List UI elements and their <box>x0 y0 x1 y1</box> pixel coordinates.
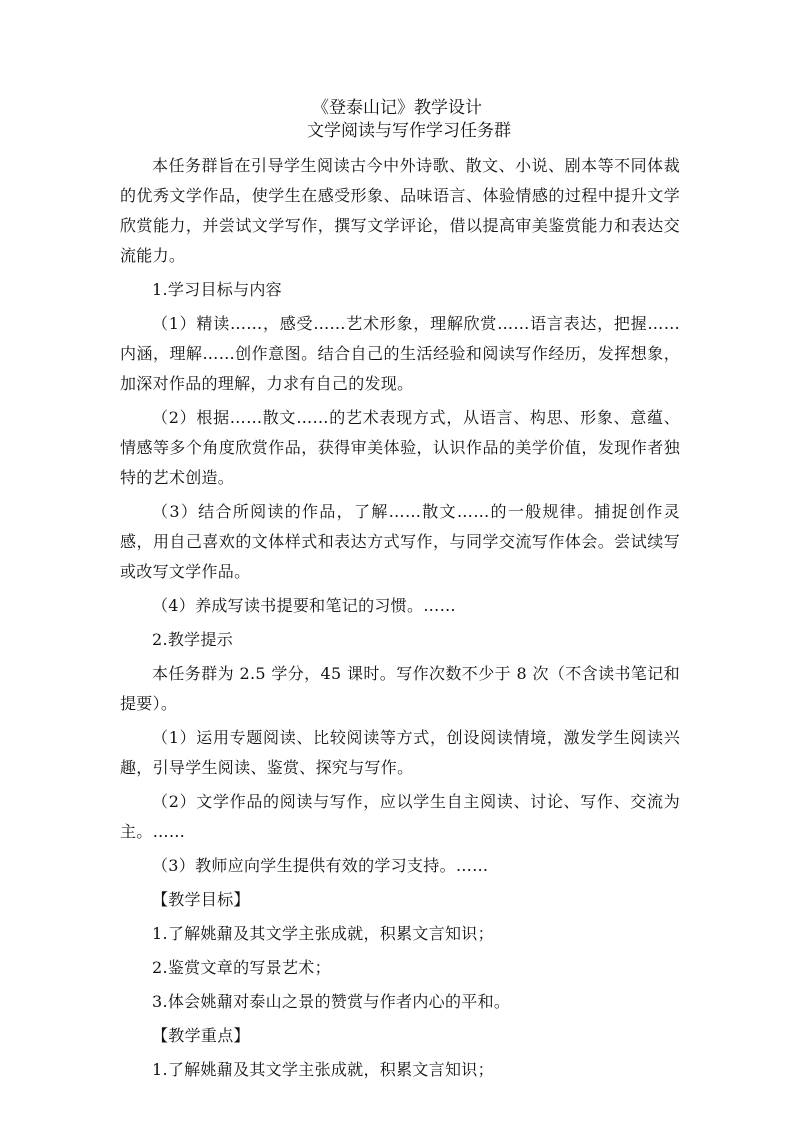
objective-item-2: （2）根据……散文……的艺术表现方式，从语言、构思、形象、意蕴、情感等多个角度欣赏作品，获得审美体验，认识作品的美学价值，发现作者独特的艺术创造。 <box>120 408 680 487</box>
tip-item-1: （1）运用专题阅读、比较阅读等方式，创设阅读情境，激发学生阅读兴趣，引导学生阅读、鉴赏、探究与写作。 <box>120 728 680 777</box>
tip-item-2: （2）文学作品的阅读与写作，应以学生自主阅读、讨论、写作、交流为主。…… <box>120 792 680 841</box>
teaching-goal-3: 3.体会姚鼐对泰山之景的赞赏与作者内心的平和。 <box>152 992 511 1011</box>
section-heading-objectives: 1.学习目标与内容 <box>152 280 282 299</box>
section-heading-tips: 2.教学提示 <box>152 630 234 649</box>
objective-item-4: （4）养成写读书提要和笔记的习惯。…… <box>152 596 456 615</box>
document-title: 《登泰山记》教学设计 <box>312 98 482 118</box>
intro-paragraph: 本任务群旨在引导学生阅读古今中外诗歌、散文、小说、剧本等不同体裁的优秀文学作品，使学生在感受形象、品味语言、体验情感的过程中提升文学欣赏能力，并尝试文学写作，撰写文学评论，借以提高审美鉴赏能力和表达交流能力。 <box>120 156 680 265</box>
tip-item-3: （3）教师应向学生提供有效的学习支持。…… <box>152 856 489 875</box>
teaching-focus-1: 1.了解姚鼐及其文学主张成就，积累文言知识； <box>152 1060 494 1079</box>
document-subtitle: 文学阅读与写作学习任务群 <box>307 121 511 141</box>
objective-item-1: （1）精读……，感受……艺术形象，理解欣赏……语言表达，把握……内涵，理解……创作意图。结合自己的生活经验和阅读写作经历，发挥想象，加深对作品的理解，力求有自己的发现。 <box>120 314 680 393</box>
teaching-goal-1: 1.了解姚鼐及其文学主张成就，积累文言知识； <box>152 924 494 943</box>
heading-teaching-goals: 【教学目标】 <box>152 890 250 909</box>
teaching-goal-2: 2.鉴赏文章的写景艺术； <box>152 958 331 977</box>
heading-teaching-focus: 【教学重点】 <box>152 1026 250 1045</box>
tips-intro: 本任务群为 2.5 学分，45 课时。写作次数不少于 8 次（不含读书笔记和提要）。 <box>120 664 680 713</box>
objective-item-3: （3）结合所阅读的作品，了解……散文……的一般规律。捕捉创作灵感，用自己喜欢的文体样式和表达方式写作，与同学交流写作体会。尝试续写或改写文学作品。 <box>120 502 680 581</box>
document-body <box>120 151 680 1089</box>
